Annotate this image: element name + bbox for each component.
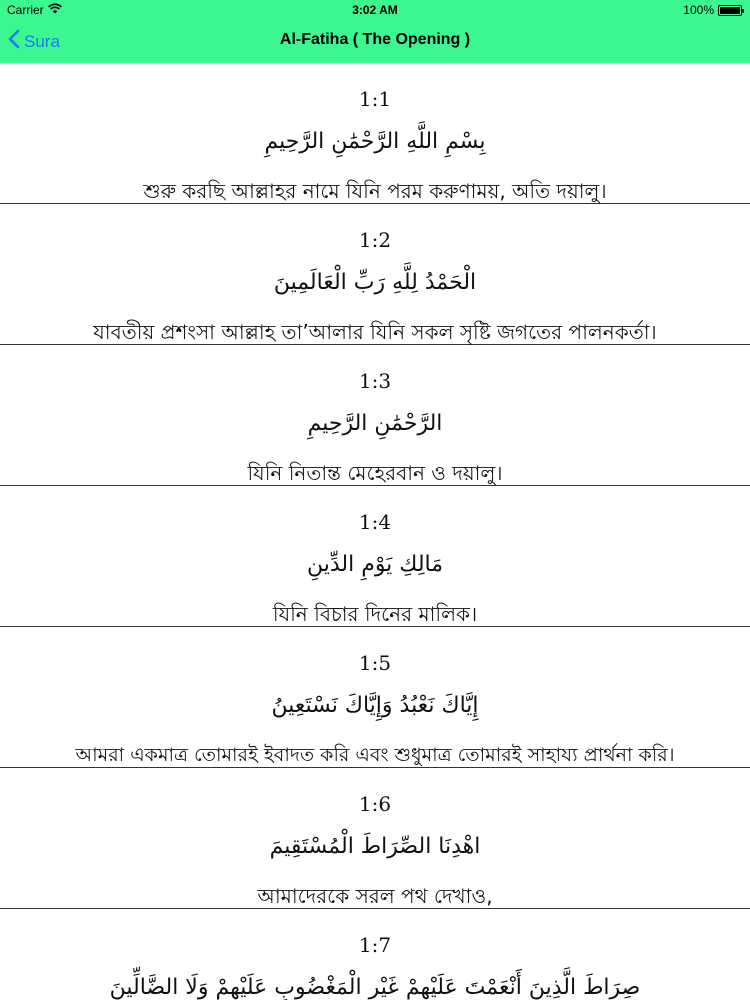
verse-row[interactable] [0, 345, 750, 486]
carrier-label: Carrier [7, 3, 44, 17]
status-right [683, 3, 742, 17]
verse-arabic: صِرَاطَ الَّذِينَ أَنْعَمْتَ عَلَيْهِمْ غَيْرِ الْمَغْضُوبِ عَلَيْهِمْ وَلَا الضَّالِّينَ [109, 975, 641, 1000]
verse-row[interactable] [0, 204, 750, 345]
verse-row[interactable] [0, 486, 750, 627]
verse-number: 1:6 [358, 792, 392, 816]
verse-translation: আমাদেরকে সরল পথ দেখাও, [257, 884, 493, 908]
verse-arabic: الْحَمْدُ لِلَّهِ رَبِّ الْعَالَمِينَ [273, 270, 477, 295]
verse-number: 1:1 [358, 87, 392, 111]
verse-translation: যাবতীয় প্রশংসা আল্লাহ তা’আলার যিনি সকল সৃষ্টি জগতের পালনকর্তা। [93, 320, 657, 344]
status-bar [0, 0, 750, 20]
verse-arabic: اهْدِنَا الصِّرَاطَ الْمُسْتَقِيمَ [269, 834, 481, 859]
status-time: 3:02 AM [352, 3, 398, 17]
page-title: Al-Fatiha ( The Opening ) [279, 31, 471, 48]
verse-arabic: إِيَّاكَ نَعْبُدُ وَإِيَّاكَ نَسْتَعِينُ [271, 693, 479, 718]
verse-row[interactable] [0, 768, 750, 909]
verse-row[interactable] [0, 909, 750, 1000]
verse-number: 1:2 [358, 228, 392, 252]
verse-translation: আমরা একমাত্র তোমারই ইবাদত করি এবং শুধুমাত্র তোমারই সাহায্য প্রার্থনা করি। [75, 744, 675, 766]
verse-row[interactable] [0, 63, 750, 204]
verse-translation: যিনি বিচার দিনের মালিক। [272, 602, 478, 626]
verse-number: 1:3 [358, 369, 392, 393]
verse-arabic: الرَّحْمَٰنِ الرَّحِيمِ [307, 411, 443, 436]
verse-number: 1:4 [358, 510, 392, 534]
verse-list[interactable] [0, 63, 750, 1000]
verse-arabic: بِسْمِ اللَّهِ الرَّحْمَٰنِ الرَّحِيمِ [264, 129, 486, 154]
battery-icon [718, 5, 742, 16]
verse-row[interactable] [0, 627, 750, 768]
verse-translation: যিনি নিতান্ত মেহেরবান ও দয়ালু। [247, 461, 503, 485]
verse-arabic: مَالِكِ يَوْمِ الدِّينِ [306, 552, 444, 577]
verse-number: 1:5 [358, 651, 392, 675]
verse-number: 1:7 [358, 933, 392, 957]
back-label: Sura [24, 31, 60, 51]
verse-translation: শুরু করছি আল্লাহর নামে যিনি পরম করুণাময়, অতি দয়ালু। [143, 179, 607, 203]
battery-percent: 100% [683, 3, 714, 17]
navigation-bar [0, 20, 750, 63]
